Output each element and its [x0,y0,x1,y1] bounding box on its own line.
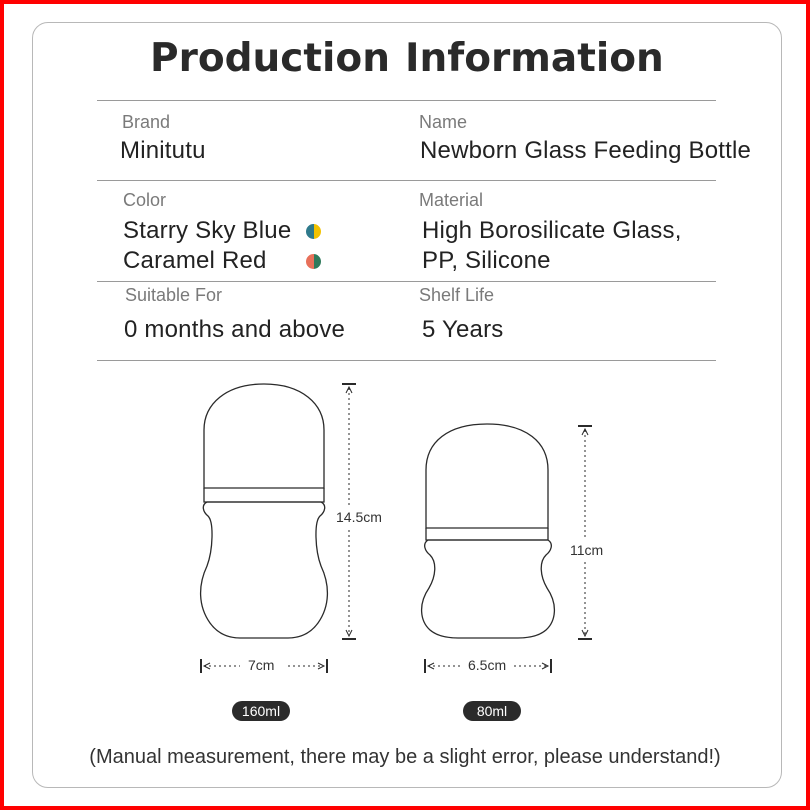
brand-label: Brand [122,112,171,132]
material-value-line2: PP, Silicone [422,247,551,274]
name-value: Newborn Glass Feeding Bottle [420,137,752,164]
material-label: Material [419,190,484,210]
brand-value: Minitutu [120,137,206,164]
color-option-red: Caramel Red [123,247,267,274]
capacity-badge-large: 160ml [232,701,290,721]
color-option-blue: Starry Sky Blue [123,217,292,244]
bottle-small-icon [422,424,555,638]
suitable-for-value: 0 months and above [124,316,346,343]
height-label-large: 14.5cm [336,509,382,525]
capacity-badge-small: 80ml [463,701,521,721]
title-word-information: Information [405,36,664,81]
width-label-small: 6.5cm [468,657,507,673]
bottle-large-icon [201,384,328,638]
name-label: Name [419,112,468,132]
height-dimension-small [578,426,592,639]
title-word-production: Production [150,36,390,81]
shelf-life-label: Shelf Life [419,285,495,305]
width-label-large: 7cm [248,657,275,673]
height-label-small: 11cm [570,542,604,558]
shelf-life-value: 5 Years [422,316,504,343]
material-value-line1: High Borosilicate Glass, [422,217,682,244]
suitable-for-label: Suitable For [125,285,223,305]
footer-note: (Manual measurement, there may be a slight error, please understand!) [89,746,721,768]
color-label: Color [123,190,167,210]
